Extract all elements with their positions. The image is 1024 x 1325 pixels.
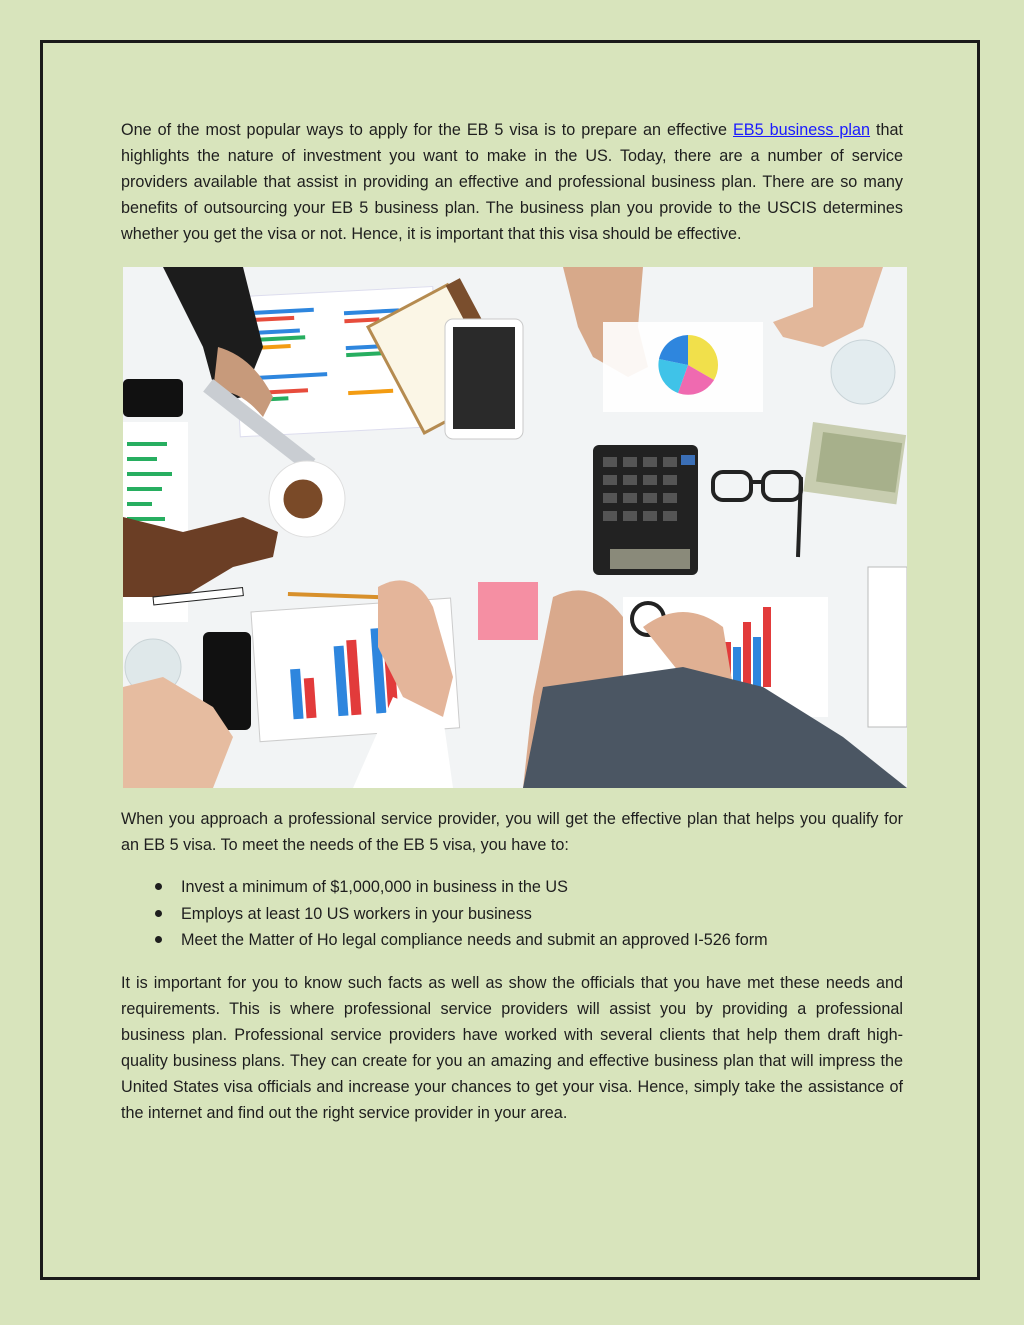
intro-paragraph bbox=[121, 117, 903, 247]
intro-text-after-link: that highlights the nature of investment you want to make in the US. Today, there are a number of service providers available that assist in providing an effective and professional business plan. There are so many benefits of outsourcing your EB 5 business plan. The business plan you provide to the USCIS determines whether you get the visa or not. Hence, it is important that this visa should be effective. bbox=[121, 121, 904, 243]
business-meeting-photo bbox=[123, 267, 907, 788]
requirements-list bbox=[121, 874, 903, 954]
document-body bbox=[121, 117, 903, 1126]
list-item bbox=[121, 874, 903, 901]
list-item bbox=[121, 901, 903, 928]
bullet-icon bbox=[155, 936, 162, 943]
list-item-text: Meet the Matter of Ho legal compliance needs and submit an approved I-526 form bbox=[181, 931, 768, 949]
conclusion-paragraph: It is important for you to know such facts as well as show the officials that you have met these needs and requirements. This is where professional service providers will assist you by providing a professional business plan. Professional service providers have worked with several clients that help them draft high-quality business plans. They can create for you an amazing and effective business plan that will impress the United States visa officials and increase your chances to get your visa. Hence, simply take the assistance of the internet and find out the right service provider in your area. bbox=[121, 973, 903, 1122]
list-item-text: Invest a minimum of $1,000,000 in business in the US bbox=[181, 878, 568, 896]
list-item-text: Employs at least 10 US workers in your business bbox=[181, 904, 532, 923]
eb5-business-plan-link[interactable]: EB5 business plan bbox=[733, 121, 871, 139]
bullet-icon bbox=[155, 910, 162, 917]
bullet-icon bbox=[155, 883, 162, 890]
intro-text-before-link: One of the most popular ways to apply for the EB 5 visa is to prepare an effective bbox=[121, 121, 733, 139]
list-item bbox=[121, 927, 903, 954]
provider-paragraph: When you approach a professional service provider, you will get the effective plan that helps you qualify for an EB 5 visa. To meet the needs of the EB 5 visa, you have to: bbox=[121, 810, 903, 854]
